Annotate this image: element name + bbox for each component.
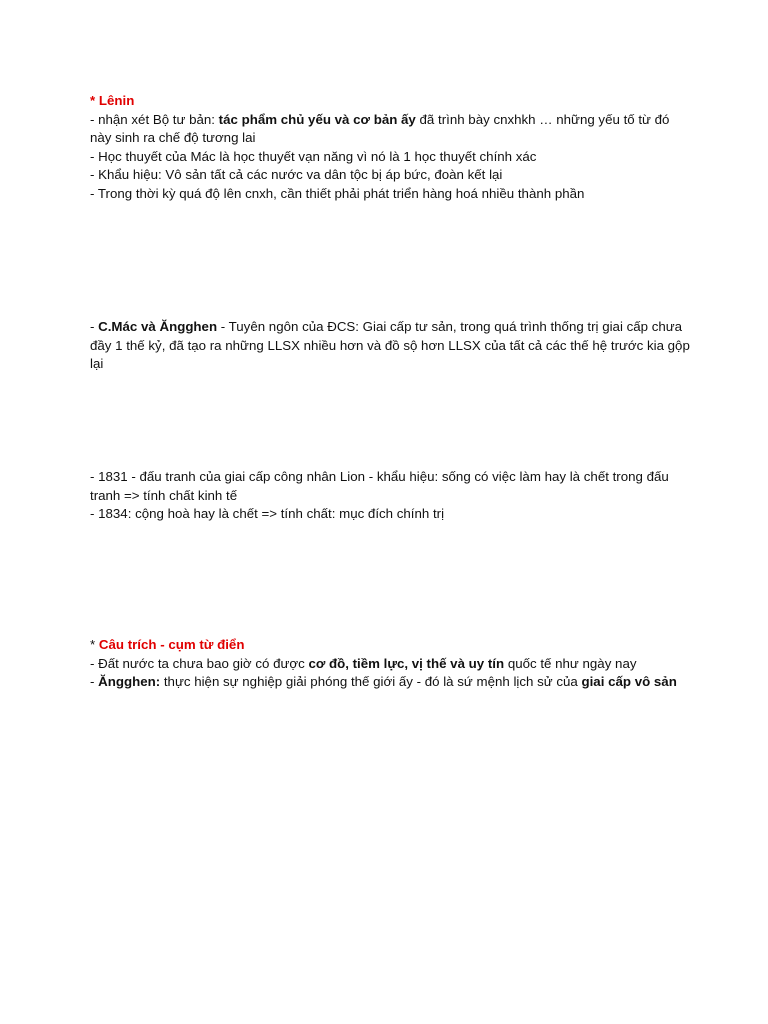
lyon-line-1: - 1831 - đấu tranh của giai cấp công nhân Lion - khẩu hiệu: sống có việc làm hay là chết trong đấu tranh => tính chất kinh tế [90,469,669,503]
lenin-line-3: - Khẩu hiệu: Vô sản tất cả các nước va dân tộc bị áp bức, đoàn kết lại [90,167,503,183]
lenin-section [90,92,690,204]
lenin-heading: * Lênin [90,93,135,108]
quotes-line-1-bold: cơ đồ, tiềm lực, vị thế và uy tín [308,655,505,671]
lyon-line-2: - 1834: cộng hoà hay là chết => tính chất: mục đích chính trị [90,506,445,522]
quotes-line-1-text: - Đất nước ta chưa bao giờ có được [90,655,309,671]
marx-engels-section [90,318,690,374]
quotes-line-1 [90,655,690,674]
lyon-section [90,468,690,524]
quotes-line-2-text: thực hiện sự nghiệp giải phóng thế giới ấy - đó là sứ mệnh lịch sử của [160,674,582,690]
marx-engels-dash: - [90,319,99,334]
quotes-line-2-dash: - [90,674,99,690]
quotes-heading-star: * [90,637,99,652]
quotes-line-2-bold-end: giai cấp vô sản [581,674,677,690]
marx-engels-text: - Tuyên ngôn của ĐCS: Giai cấp tư sản, trong quá trình thống trị giai cấp chưa đầy 1 thế kỷ, đã tạo ra những LLSX nhiều hơn và đồ sộ hơn LLSX của tất cả các thế hệ trước kia gộp lại [90,319,690,372]
marx-engels-paragraph [90,318,690,374]
marx-engels-bold: C.Mác và Ăngghen [98,319,218,334]
quotes-heading: Câu trích - cụm từ điển [98,637,245,652]
quotes-line-2-bold: Ăngghen: [98,674,161,690]
lenin-line-1 [90,111,690,148]
quotes-heading-line [90,636,690,655]
lenin-line-1-rest: đã trình bày cnxhkh … những yếu tố từ đó này sinh ra chế độ tương lai [90,111,670,146]
quotes-line-2 [90,673,690,692]
lenin-line-4: - Trong thời kỳ quá độ lên cnxh, cần thiết phải phát triển hàng hoá nhiều thành phần [90,185,585,201]
lenin-line-2: - Học thuyết của Mác là học thuyết vạn năng vì nó là 1 học thuyết chính xác [90,148,537,164]
lenin-line-1-bold: tác phẩm chủ yếu và cơ bản ấy [218,111,416,127]
quotes-section [90,636,690,692]
quotes-line-1-rest: quốc tế như ngày nay [504,655,637,671]
lenin-line-1-text: - nhận xét Bộ tư bản: [90,111,219,127]
